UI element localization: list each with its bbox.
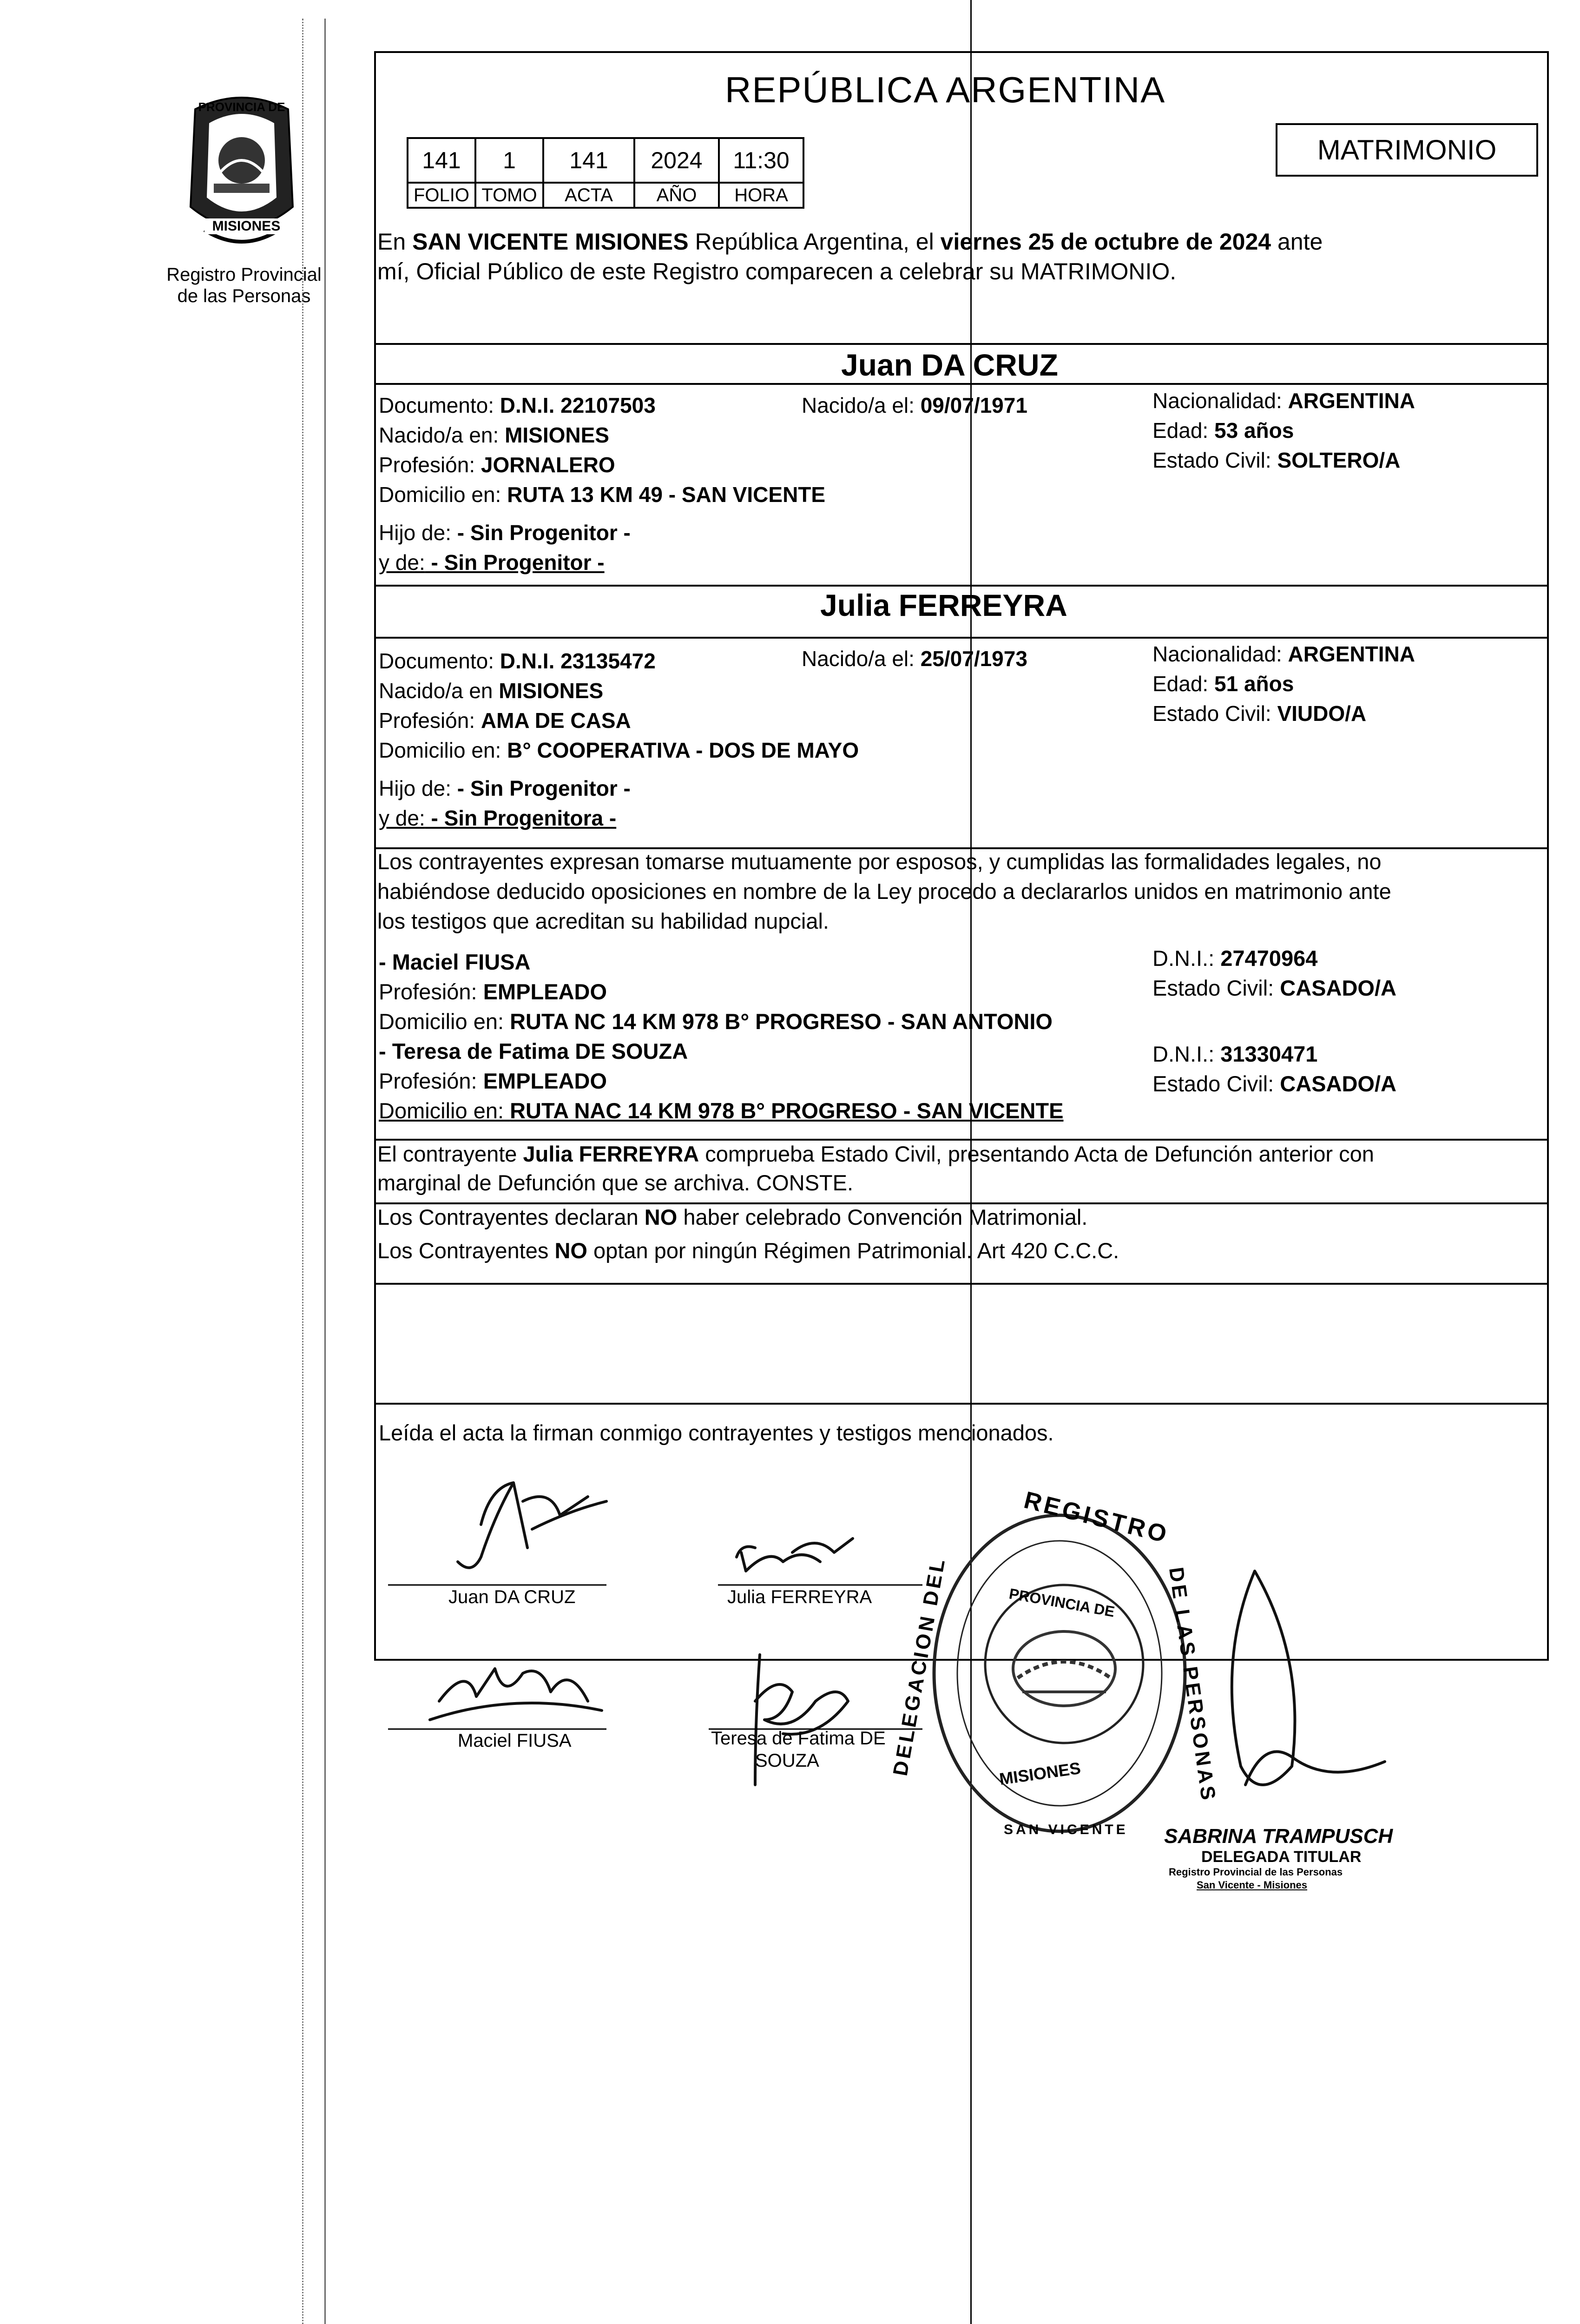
value: - Sin Progenitora - — [431, 806, 617, 830]
witness1-profession — [379, 977, 1063, 1007]
value: AMA DE CASA — [481, 708, 631, 733]
stamp-outer-top: REGISTRO — [1021, 1486, 1172, 1549]
doc-type-box — [1276, 123, 1538, 177]
label: y de: — [379, 550, 425, 574]
value: VIUDO/A — [1277, 701, 1367, 726]
label: y de: — [379, 806, 425, 830]
value: EMPLEADO — [483, 979, 607, 1004]
value: ARGENTINA — [1288, 642, 1415, 666]
spouse2-parent2 — [379, 803, 859, 833]
signature-scribble — [458, 1483, 606, 1568]
official-title: DELEGADA TITULAR — [1201, 1848, 1362, 1866]
witness1-civil — [1152, 973, 1396, 1003]
spouse1-age — [1152, 416, 1415, 445]
stamp-inner-top: PROVINCIA DE — [1007, 1585, 1116, 1620]
spouse1-civil — [1152, 445, 1415, 475]
official-block — [1164, 1825, 1393, 1892]
value: - Maciel FIUSA — [379, 950, 531, 974]
label: Profesión: — [379, 453, 475, 477]
document-title: REPÚBLICA ARGENTINA — [725, 69, 1166, 110]
witness1-dni — [1152, 944, 1396, 973]
sig4-line2: SOUZA — [755, 1750, 819, 1771]
logo-seal-top: PROVINCIA DE — [198, 100, 285, 114]
text: optan por ningún Régimen Patrimonial. Art 420 C.C.C. — [587, 1238, 1119, 1263]
witness2-address — [379, 1096, 1063, 1126]
label: Domicilio en: — [379, 482, 501, 507]
label: Estado Civil: — [1152, 448, 1271, 472]
spouse2-left-fields — [379, 646, 859, 833]
sig3-label: Maciel FIUSA — [458, 1730, 572, 1751]
value: RUTA 13 KM 49 - SAN VICENTE — [507, 482, 826, 507]
divider — [374, 383, 1549, 385]
text: comprueba Estado Civil, presentando Acta de Defunción anterior con — [699, 1142, 1374, 1166]
label: Nacido/a en: — [379, 423, 499, 447]
stamp-bottom: SAN VICENTE — [1004, 1822, 1128, 1837]
spouse2-doc — [379, 646, 859, 676]
divider — [374, 637, 1549, 639]
spouse1-right-fields — [1152, 386, 1415, 475]
label: Estado Civil: — [1152, 701, 1271, 726]
spouse1-birthplace — [379, 420, 825, 450]
sig2-label: Julia FERREYRA — [727, 1587, 872, 1607]
value: D.N.I. 23135472 — [500, 649, 656, 673]
value: SOLTERO/A — [1277, 448, 1401, 472]
intro-p1: En — [377, 229, 413, 255]
civil-note-line2: marginal de Defunción que se archiva. CONSTE. — [377, 1170, 854, 1195]
divider — [374, 343, 1549, 345]
sig1-label: Juan DA CRUZ — [448, 1587, 576, 1607]
declaration-line3: los testigos que acreditan su habilidad nupcial. — [377, 909, 829, 933]
sig4-label — [711, 1727, 886, 1772]
label: Profesión: — [379, 979, 477, 1004]
label: Edad: — [1152, 672, 1209, 696]
witness2-dni — [1152, 1039, 1396, 1069]
label: D.N.I.: — [1152, 946, 1215, 971]
spouse2-birthplace — [379, 676, 859, 706]
official-office2: San Vicente - Misiones — [1197, 1879, 1308, 1891]
value: CASADO/A — [1280, 1071, 1396, 1096]
anio-value: 2024 — [634, 138, 719, 183]
witness1-address — [379, 1007, 1063, 1037]
value: 27470964 — [1220, 946, 1318, 971]
value: 53 años — [1214, 418, 1294, 442]
witness2-civil — [1152, 1069, 1396, 1099]
value: 09/07/1971 — [920, 393, 1027, 417]
witness1 — [379, 947, 1063, 1126]
value: ARGENTINA — [1288, 389, 1415, 413]
intro-line1 — [377, 227, 1547, 257]
value: - Sin Progenitor - — [431, 550, 605, 574]
logo-caption-line2: de las Personas — [177, 286, 311, 306]
intro-place: SAN VICENTE MISIONES — [412, 229, 689, 255]
label: Nacido/a el: — [802, 647, 915, 671]
stamp-outer-left: DELEGACION DEL — [889, 1555, 950, 1778]
value: D.N.I. 22107503 — [500, 393, 656, 417]
value: - Sin Progenitor - — [457, 776, 631, 800]
emphasis: NO — [644, 1205, 678, 1229]
spouse1-doc — [379, 390, 825, 420]
official-signature — [1190, 1543, 1450, 1868]
witness1-name — [379, 947, 1063, 977]
spouse2-age — [1152, 669, 1415, 699]
intro-text — [377, 227, 1547, 286]
value: RUTA NAC 14 KM 978 B° PROGRESO - SAN VICENTE — [510, 1098, 1064, 1123]
divider — [374, 1283, 1549, 1285]
folio-value: 141 — [408, 138, 475, 183]
spouse2-civil — [1152, 699, 1415, 728]
emphasis: NO — [554, 1238, 587, 1263]
convention-note — [377, 1203, 1087, 1232]
spouse1-address — [379, 480, 825, 509]
anio-label: AÑO — [634, 183, 719, 208]
value: RUTA NC 14 KM 978 B° PROGRESO - SAN ANTONIO — [510, 1009, 1053, 1034]
label: Estado Civil: — [1152, 976, 1274, 1000]
witness2-profession — [379, 1066, 1063, 1096]
scan-margin-line — [302, 19, 304, 2324]
spouse1-parent2 — [379, 548, 825, 577]
intro-p3: ante — [1271, 229, 1323, 255]
text: haber celebrado Convención Matrimonial. — [677, 1205, 1088, 1229]
label: Nacionalidad: — [1152, 642, 1282, 666]
tomo-value: 1 — [475, 138, 543, 183]
text: El contrayente — [377, 1142, 523, 1166]
act-codes-table — [407, 137, 804, 209]
value: MISIONES — [499, 679, 604, 703]
intro-line2: mí, Oficial Público de este Registro comparecen a celebrar su MATRIMONIO. — [377, 258, 1177, 284]
tomo-label: TOMO — [475, 183, 543, 208]
logo-caption-line1: Registro Provincial — [166, 264, 322, 285]
hora-label: HORA — [719, 183, 803, 208]
label: Profesión: — [379, 1069, 477, 1093]
label: Edad: — [1152, 418, 1209, 442]
spouse2-right-fields — [1152, 639, 1415, 728]
spouse1-birthdate — [802, 390, 1027, 420]
logo-seal-bottom: MISIONES — [204, 218, 288, 234]
label: Documento: — [379, 393, 494, 417]
label: Documento: — [379, 649, 494, 673]
label: Nacido/a en — [379, 679, 493, 703]
civil-note-line1 — [377, 1140, 1547, 1169]
regime-note — [377, 1236, 1119, 1265]
value: EMPLEADO — [483, 1069, 607, 1093]
signature-scribble — [737, 1538, 853, 1571]
stamp-outer-right: DE LAS PERSONAS — [1164, 1565, 1220, 1804]
scan-margin-line — [324, 19, 326, 2324]
value: MISIONES — [505, 423, 609, 447]
folio-label: FOLIO — [408, 183, 475, 208]
declaration-line2: habiéndose deducido oposiciones en nombre de la Ley procedo a declararlos unidos en matrimonio ante — [377, 879, 1391, 904]
spouse1-nationality — [1152, 386, 1415, 416]
label: Nacido/a el: — [802, 393, 915, 417]
value: - Sin Progenitor - — [457, 521, 631, 545]
value: B° COOPERATIVA - DOS DE MAYO — [507, 738, 859, 762]
spouse1-profession — [379, 450, 825, 480]
doc-type-label: MATRIMONIO — [1317, 134, 1497, 165]
logo-caption — [153, 264, 335, 307]
label: Hijo de: — [379, 776, 451, 800]
intro-p2: República Argentina, el — [688, 229, 941, 255]
civil-status-note — [377, 1140, 1547, 1197]
label: Hijo de: — [379, 521, 451, 545]
label: Domicilio en: — [379, 1098, 504, 1123]
text: Los Contrayentes — [377, 1238, 555, 1263]
label: Profesión: — [379, 708, 475, 733]
provincial-seal-logo — [177, 91, 307, 263]
spouse2-parent1 — [379, 773, 859, 803]
sig4-line1: Teresa de Fatima DE — [711, 1728, 886, 1749]
signature-scribble — [430, 1669, 602, 1720]
intro-date: viernes 25 de octubre de 2024 — [940, 229, 1271, 255]
spouse2-birthdate — [802, 644, 1027, 673]
value: CASADO/A — [1280, 976, 1396, 1000]
value: - Teresa de Fatima DE SOUZA — [379, 1039, 688, 1063]
value: 51 años — [1214, 672, 1294, 696]
official-office1: Registro Provincial de las Personas — [1169, 1866, 1343, 1878]
acta-value: 141 — [543, 138, 634, 183]
label: Estado Civil: — [1152, 1071, 1274, 1096]
official-stamp — [925, 1497, 1204, 1850]
label: D.N.I.: — [1152, 1042, 1215, 1066]
label: Domicilio en: — [379, 1009, 504, 1034]
spouse2-address — [379, 735, 859, 765]
label: Nacionalidad: — [1152, 389, 1282, 413]
witness-right-fields — [1152, 944, 1396, 1099]
official-name: SABRINA TRAMPUSCH — [1164, 1825, 1393, 1848]
declaration-line1: Los contrayentes expresan tomarse mutuamente por esposos, y cumplidas las formalidades legales, no — [377, 849, 1382, 874]
hora-value: 11:30 — [719, 138, 803, 183]
value: 25/07/1973 — [920, 647, 1027, 671]
label: Domicilio en: — [379, 738, 501, 762]
stamp-inner-bottom: MISIONES — [998, 1758, 1082, 1789]
text: Los Contrayentes declaran — [377, 1205, 645, 1229]
name: Julia FERREYRA — [523, 1142, 699, 1166]
divider — [374, 1403, 1549, 1405]
spouse1-name: Juan DA CRUZ — [841, 348, 1058, 382]
spouse1-parent1 — [379, 518, 825, 548]
spouse2-name: Julia FERREYRA — [820, 588, 1067, 622]
spouse1-left-fields — [379, 390, 825, 577]
value: 31330471 — [1220, 1042, 1318, 1066]
declaration — [377, 847, 1547, 936]
acta-label: ACTA — [543, 183, 634, 208]
spouse2-nationality — [1152, 639, 1415, 669]
closing-text: Leída el acta la firman conmigo contrayentes y testigos mencionados. — [379, 1420, 1054, 1445]
spouse2-profession — [379, 706, 859, 735]
witness2-name — [379, 1037, 1063, 1066]
value: JORNALERO — [481, 453, 615, 477]
